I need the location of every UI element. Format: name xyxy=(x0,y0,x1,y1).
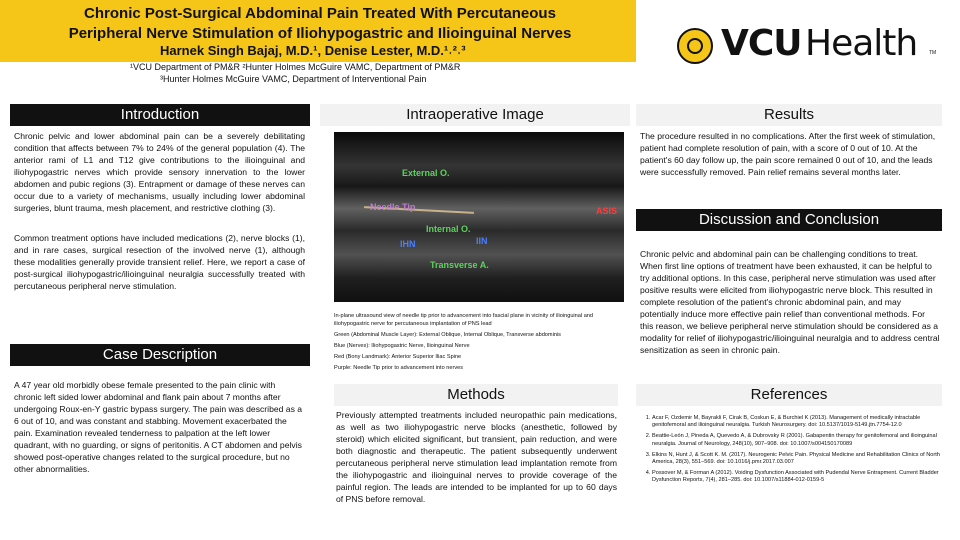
intraoperative-heading: Intraoperative Image xyxy=(320,104,630,126)
introduction-text xyxy=(14,130,305,292)
logo-vcu: VCU xyxy=(721,23,802,64)
poster-title xyxy=(20,4,620,44)
logo-trademark: TM xyxy=(929,50,937,56)
methods-text: Previously attempted treatments included neuropathic pain medications, as well as two iliohypogastric nerve blocks (anesthetic, followed by steroid) which elicited significant, but transient, pain reduction, and were both diagnostic and therapeutic. The patient subsequently underwent percutaneous peripheral nerve stimulation lead implantation remote from the iliohypogastric and ilioinguinal nerves to provide coverage of the painful region. The leads are intended to be implanted for up to 60 days of PNS before removal. xyxy=(336,410,617,504)
label-asis: ASIS xyxy=(596,206,618,216)
references-heading: References xyxy=(636,384,942,406)
reference-item: 3. Elkins N, Hunt J, & Scott K. M. (2017). Neurogenic Pelvic Pain. Physical Medicine and Rehabilitation Clinics of North America, 28(3), 551–569. doi: 10.1016/j.pmr.2017.03.007 xyxy=(652,452,940,466)
label-needle-tip: Needle Tip xyxy=(370,202,416,212)
label-transverse: Transverse A. xyxy=(430,260,489,270)
authors: Harnek Singh Bajaj, M.D.¹, Denise Lester, M.D.¹˒²˒³ xyxy=(160,43,466,58)
reference-item: 4. Possover M, & Forman A (2012). Voiding Dysfunction Associated with Pudendal Nerve Entrapment. Current Bladder Dysfunction Reports, 7(4), 281–285. doi: 10.1007/s11884-012-0159-5 xyxy=(652,470,940,484)
affiliation-2: ³Hunter Holmes McGuire VAMC, Department of Interventional Pain xyxy=(160,74,427,84)
label-iin: IIN xyxy=(476,236,488,246)
references-list xyxy=(640,415,940,489)
reference-item: 2. Beattie-León J, Pineda A, Quevedo A, & Dubrovsky R (2001). Gabapentin therapy for genitofemoral and ilioinguinal neuralgia. Journal of Neurology, 248(10), 907–908. doi: 10.1007/s004150170089 xyxy=(652,433,940,447)
results-text: The procedure resulted in no complications. After the first week of stimulation, patient had complete resolution of pain, with a score of 0 out of 10. At the patient's 60 day follow up, the pain score remained 0 out of 10, and the leads were successfully removed. Pain relief remains several months later. xyxy=(640,131,936,177)
affiliation-1: ¹VCU Department of PM&R ²Hunter Holmes McGuire VAMC, Department of PM&R xyxy=(130,62,461,72)
label-internal-oblique: Internal O. xyxy=(426,224,471,234)
results-heading: Results xyxy=(636,104,942,126)
vcu-health-logo xyxy=(677,20,942,72)
vcu-seal-icon xyxy=(677,28,713,64)
case-description-text: A 47 year old morbidly obese female presented to the pain clinic with chronic left sided lower abdominal and flank pain about 7 months after undergoing Roux-en-Y gastric bypass surgery. The pain was described as a 6 out of 10, and was constant and stabbing. Movement exacerbated the pain. Examination revealed tenderness to palpation at the left lower quadrant, with no guarding, or signs of peritonitis. A CT abdomen and pelvis showed post-operative changes related to the surgical procedure, but no other abnormalities. xyxy=(14,380,303,474)
title-line-2: Peripheral Nerve Stimulation of Iliohypogastric and Ilioinguinal Nerves xyxy=(68,25,572,42)
logo-health: Health xyxy=(805,23,918,64)
ultrasound-image xyxy=(334,132,624,302)
caption-4: Red (Bony Landmark): Anterior Superior Iliac Spine xyxy=(334,354,462,360)
ultrasound-texture xyxy=(334,132,624,302)
introduction-paragraph-1: Chronic pelvic and lower abdominal pain can be a severely debilitating condition that affects between 7% to 24% of the general population (4). The anterior rami of L1 and T12 give contributions to the ilioinguinal and iliohypogastric nerves which provide sensory innervation to the lower abdomen and pubic regions (3). Entrapment or damage of these nerves can occur due to a variety of mechanisms, usually including lower abdominal surgeries, blunt trauma, mesh placement, and restrictive clothing (3). xyxy=(14,131,305,213)
caption-2: Green (Abdominal Muscle Layer): External Oblique, Internal Oblique, Transverse abdominis xyxy=(334,332,561,338)
caption-5: Purple: Needle Tip prior to advancement into nerves xyxy=(334,365,464,371)
discussion-heading: Discussion and Conclusion xyxy=(636,209,942,231)
title-line-1: Chronic Post-Surgical Abdominal Pain Treated With Percutaneous xyxy=(84,5,556,22)
reference-item: 1. Acar F, Ozdemir M, Bayrakli F, Cirak B, Coskun E, & Burchiel K (2013). Management of medically intractable genitofemoral and ilioinguinal neuralgia. Turkish Neurosurgery. doi: 10.5137/1019-5149.jtn.7754-12.0 xyxy=(652,415,940,429)
discussion-text: Chronic pelvic and abdominal pain can be challenging conditions to treat. When first line options of treatment have been exhausted, it can be helpful to try additional options. In this case, peripheral nerve stimulation was used after positive results were elicited from iliohypogastric nerve block. This resulted in complete resolution of the patient's chronic abdominal pain, and may potentially induce more effective pain relief than conventional methods. For this reason, we believe peripheral nerve stimulation should be considered as a modality for relief of iliohypogastric/ilioinguinal neuralgia and to address central sensitization as seen in chronic pain. xyxy=(640,249,940,355)
introduction-paragraph-2: Common treatment options have included medications (2), nerve blocks (1), and in rare cases, surgical resection of the involved nerve (1), although these modalities generally provide transient relief. Here, we report a case of post-surgical iliohypogastric/ilioinguinal neuralgia successfully treated with percutaneous peripheral nerve stimulation. xyxy=(14,233,305,291)
label-ihn: IHN xyxy=(400,239,416,249)
label-external-oblique: External O. xyxy=(402,168,450,178)
caption-1: In-plane ultrasound view of needle tip prior to advancement into fascial plane in vicinity of ilioinguinal and iliohypogastric nerve for percutaneous implantation of PNS lead xyxy=(334,313,594,327)
case-description-heading: Case Description xyxy=(10,344,310,366)
intraoperative-caption xyxy=(334,312,624,375)
introduction-heading: Introduction xyxy=(10,104,310,126)
methods-heading: Methods xyxy=(334,384,618,406)
caption-3: Blue (Nerves): Iliohypogastric Nerve, Ilioinguinal Nerve xyxy=(334,343,470,349)
